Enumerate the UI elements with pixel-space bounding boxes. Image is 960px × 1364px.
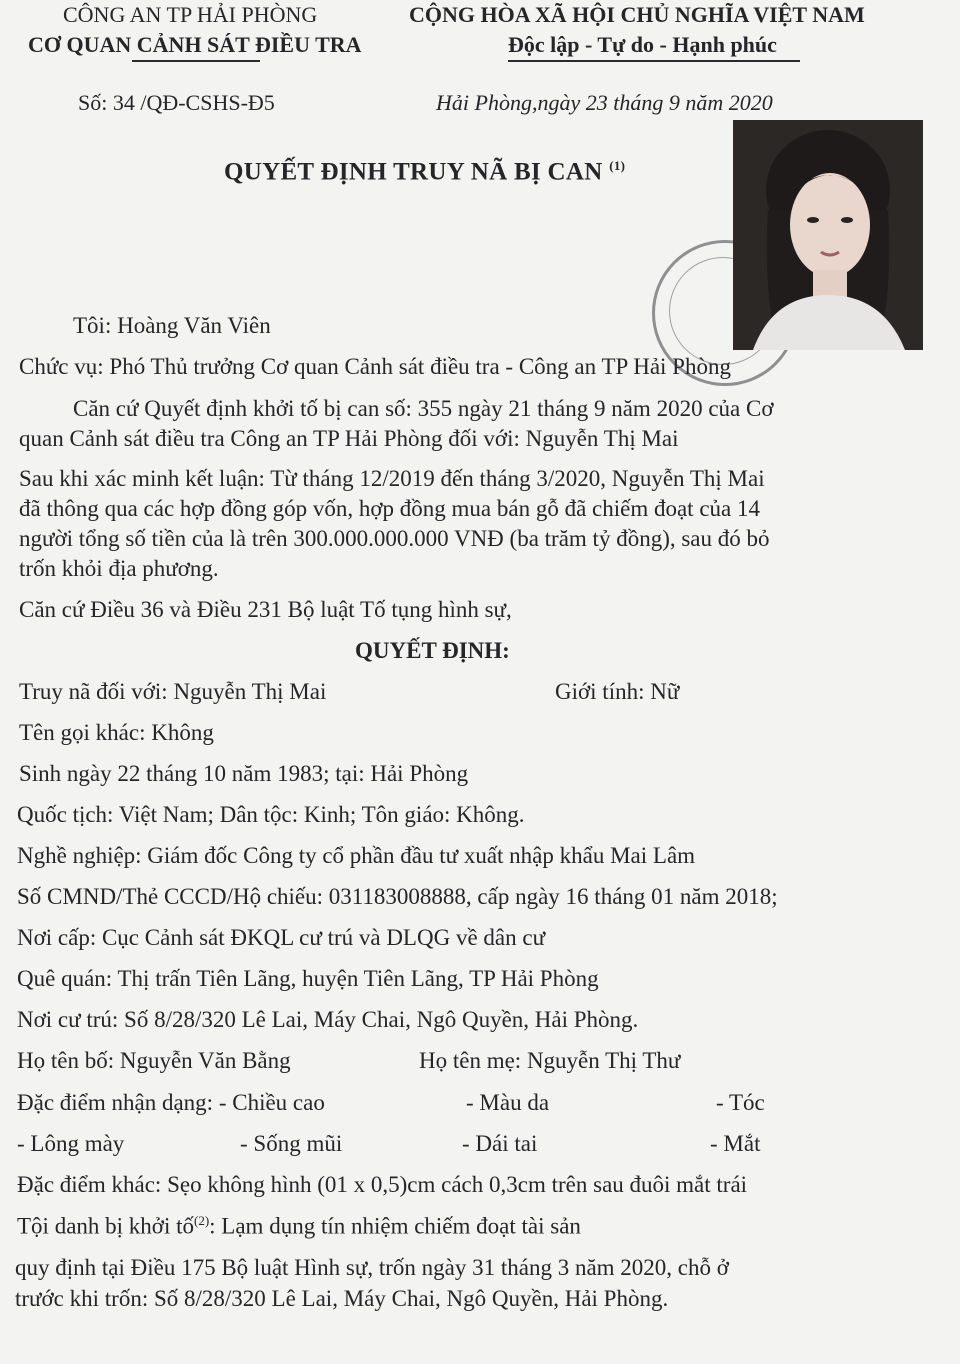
alias: Tên gọi khác: Không	[19, 720, 214, 745]
place-date: Hải Phòng,ngày 23 tháng 9 năm 2020	[436, 90, 773, 115]
residence: Nơi cư trú: Số 8/28/320 Lê Lai, Máy Chai, Ngô Quyền, Hải Phòng.	[17, 1007, 639, 1032]
conclusion-line-4: trốn khỏi địa phương.	[19, 556, 219, 581]
national-motto: Độc lập - Tự do - Hạnh phúc	[508, 32, 777, 57]
birth-info: Sinh ngày 22 tháng 10 năm 1983; tại: Hải Phòng	[19, 761, 469, 786]
gender: Giới tính: Nữ	[555, 679, 680, 704]
charge-prefix: Tội danh bị khởi tố	[17, 1213, 194, 1239]
document-title-text: QUYẾT ĐỊNH TRUY NÃ BỊ CAN	[224, 158, 603, 186]
conclusion-line-3: người tổng số tiền của là trên 300.000.000.000 VNĐ (ba trăm tỷ đồng), sau đó bỏ	[19, 526, 770, 551]
agency-department: CƠ QUAN CẢNH SÁT ĐIỀU TRA	[28, 32, 362, 57]
features-nose: - Sống mũi	[240, 1131, 343, 1156]
features-eye: - Mắt	[710, 1131, 761, 1156]
nationality: Quốc tịch: Việt Nam; Dân tộc: Kinh; Tôn giáo: Không.	[17, 802, 525, 827]
charge-line-2: quy định tại Điều 175 Bộ luật Hình sự, trốn ngày 31 tháng 3 năm 2020, chỗ ở	[15, 1255, 729, 1280]
other-features: Đặc điểm khác: Sẹo không hình (01 x 0,5)cm cách 0,3cm trên sau đuôi mắt trái	[17, 1172, 748, 1197]
features-eyebrow: - Lông mày	[17, 1131, 125, 1156]
charge-line-1	[17, 1213, 581, 1240]
hometown: Quê quán: Thị trấn Tiên Lãng, huyện Tiên Lãng, TP Hải Phòng	[17, 966, 599, 991]
legal-basis: Căn cứ Điều 36 và Điều 231 Bộ luật Tố tụng hình sự,	[19, 597, 512, 622]
id-card: Số CMND/Thẻ CCCD/Hộ chiếu: 031183008888, cấp ngày 16 tháng 01 năm 2018;	[17, 884, 778, 909]
issuer-position: Chức vụ: Phó Thủ trưởng Cơ quan Cảnh sát điều tra - Công an TP Hải Phòng	[19, 354, 731, 379]
wanted-person: Truy nã đối với: Nguyễn Thị Mai	[19, 679, 327, 704]
document-title	[224, 158, 625, 186]
agency-name: CÔNG AN TP HẢI PHÒNG	[63, 2, 318, 27]
basis-line-2: quan Cảnh sát điều tra Công an TP Hải Phòng đối với: Nguyễn Thị Mai	[19, 426, 679, 451]
features-hair: - Tóc	[716, 1090, 765, 1115]
header-right-rule	[508, 60, 800, 62]
features-ear: - Dái tai	[462, 1131, 538, 1156]
charge-line-3: trước khi trốn: Số 8/28/320 Lê Lai, Máy Chai, Ngô Quyền, Hải Phòng.	[15, 1286, 669, 1311]
issued-by: Nơi cấp: Cục Cảnh sát ĐKQL cư trú và DLQG về dân cư	[17, 925, 546, 950]
suspect-photo	[733, 120, 923, 350]
occupation: Nghề nghiệp: Giám đốc Công ty cổ phần đầu tư xuất nhập khẩu Mai Lâm	[17, 843, 696, 868]
conclusion-line-2: đã thông qua các hợp đồng góp vốn, hợp đồng mua bán gỗ đã chiếm đoạt của 14	[19, 496, 760, 521]
national-title: CỘNG HÒA XÃ HỘI CHỦ NGHĨA VIỆT NAM	[409, 2, 865, 27]
mother-name: Họ tên mẹ: Nguyễn Thị Thư	[419, 1048, 681, 1073]
features-skin: - Màu da	[466, 1090, 550, 1115]
issuer-line: Tôi: Hoàng Văn Viên	[73, 313, 271, 338]
title-footnote-marker: (1)	[609, 158, 626, 173]
decision-heading: QUYẾT ĐỊNH:	[355, 638, 510, 663]
document-number: Số: 34 /QĐ-CSHS-Đ5	[78, 90, 275, 115]
charge-text: : Lạm dụng tín nhiệm chiếm đoạt tài sản	[209, 1213, 581, 1239]
features-height: Đặc điểm nhận dạng: - Chiều cao	[17, 1090, 325, 1115]
father-name: Họ tên bố: Nguyễn Văn Bằng	[17, 1048, 291, 1073]
charge-footnote-marker: (2)	[193, 1213, 210, 1228]
basis-line-1: Căn cứ Quyết định khởi tố bị can số: 355 ngày 21 tháng 9 năm 2020 của Cơ	[73, 396, 774, 421]
conclusion-line-1: Sau khi xác minh kết luận: Từ tháng 12/2019 đến tháng 3/2020, Nguyễn Thị Mai	[19, 466, 765, 491]
header-left-rule	[132, 60, 260, 62]
